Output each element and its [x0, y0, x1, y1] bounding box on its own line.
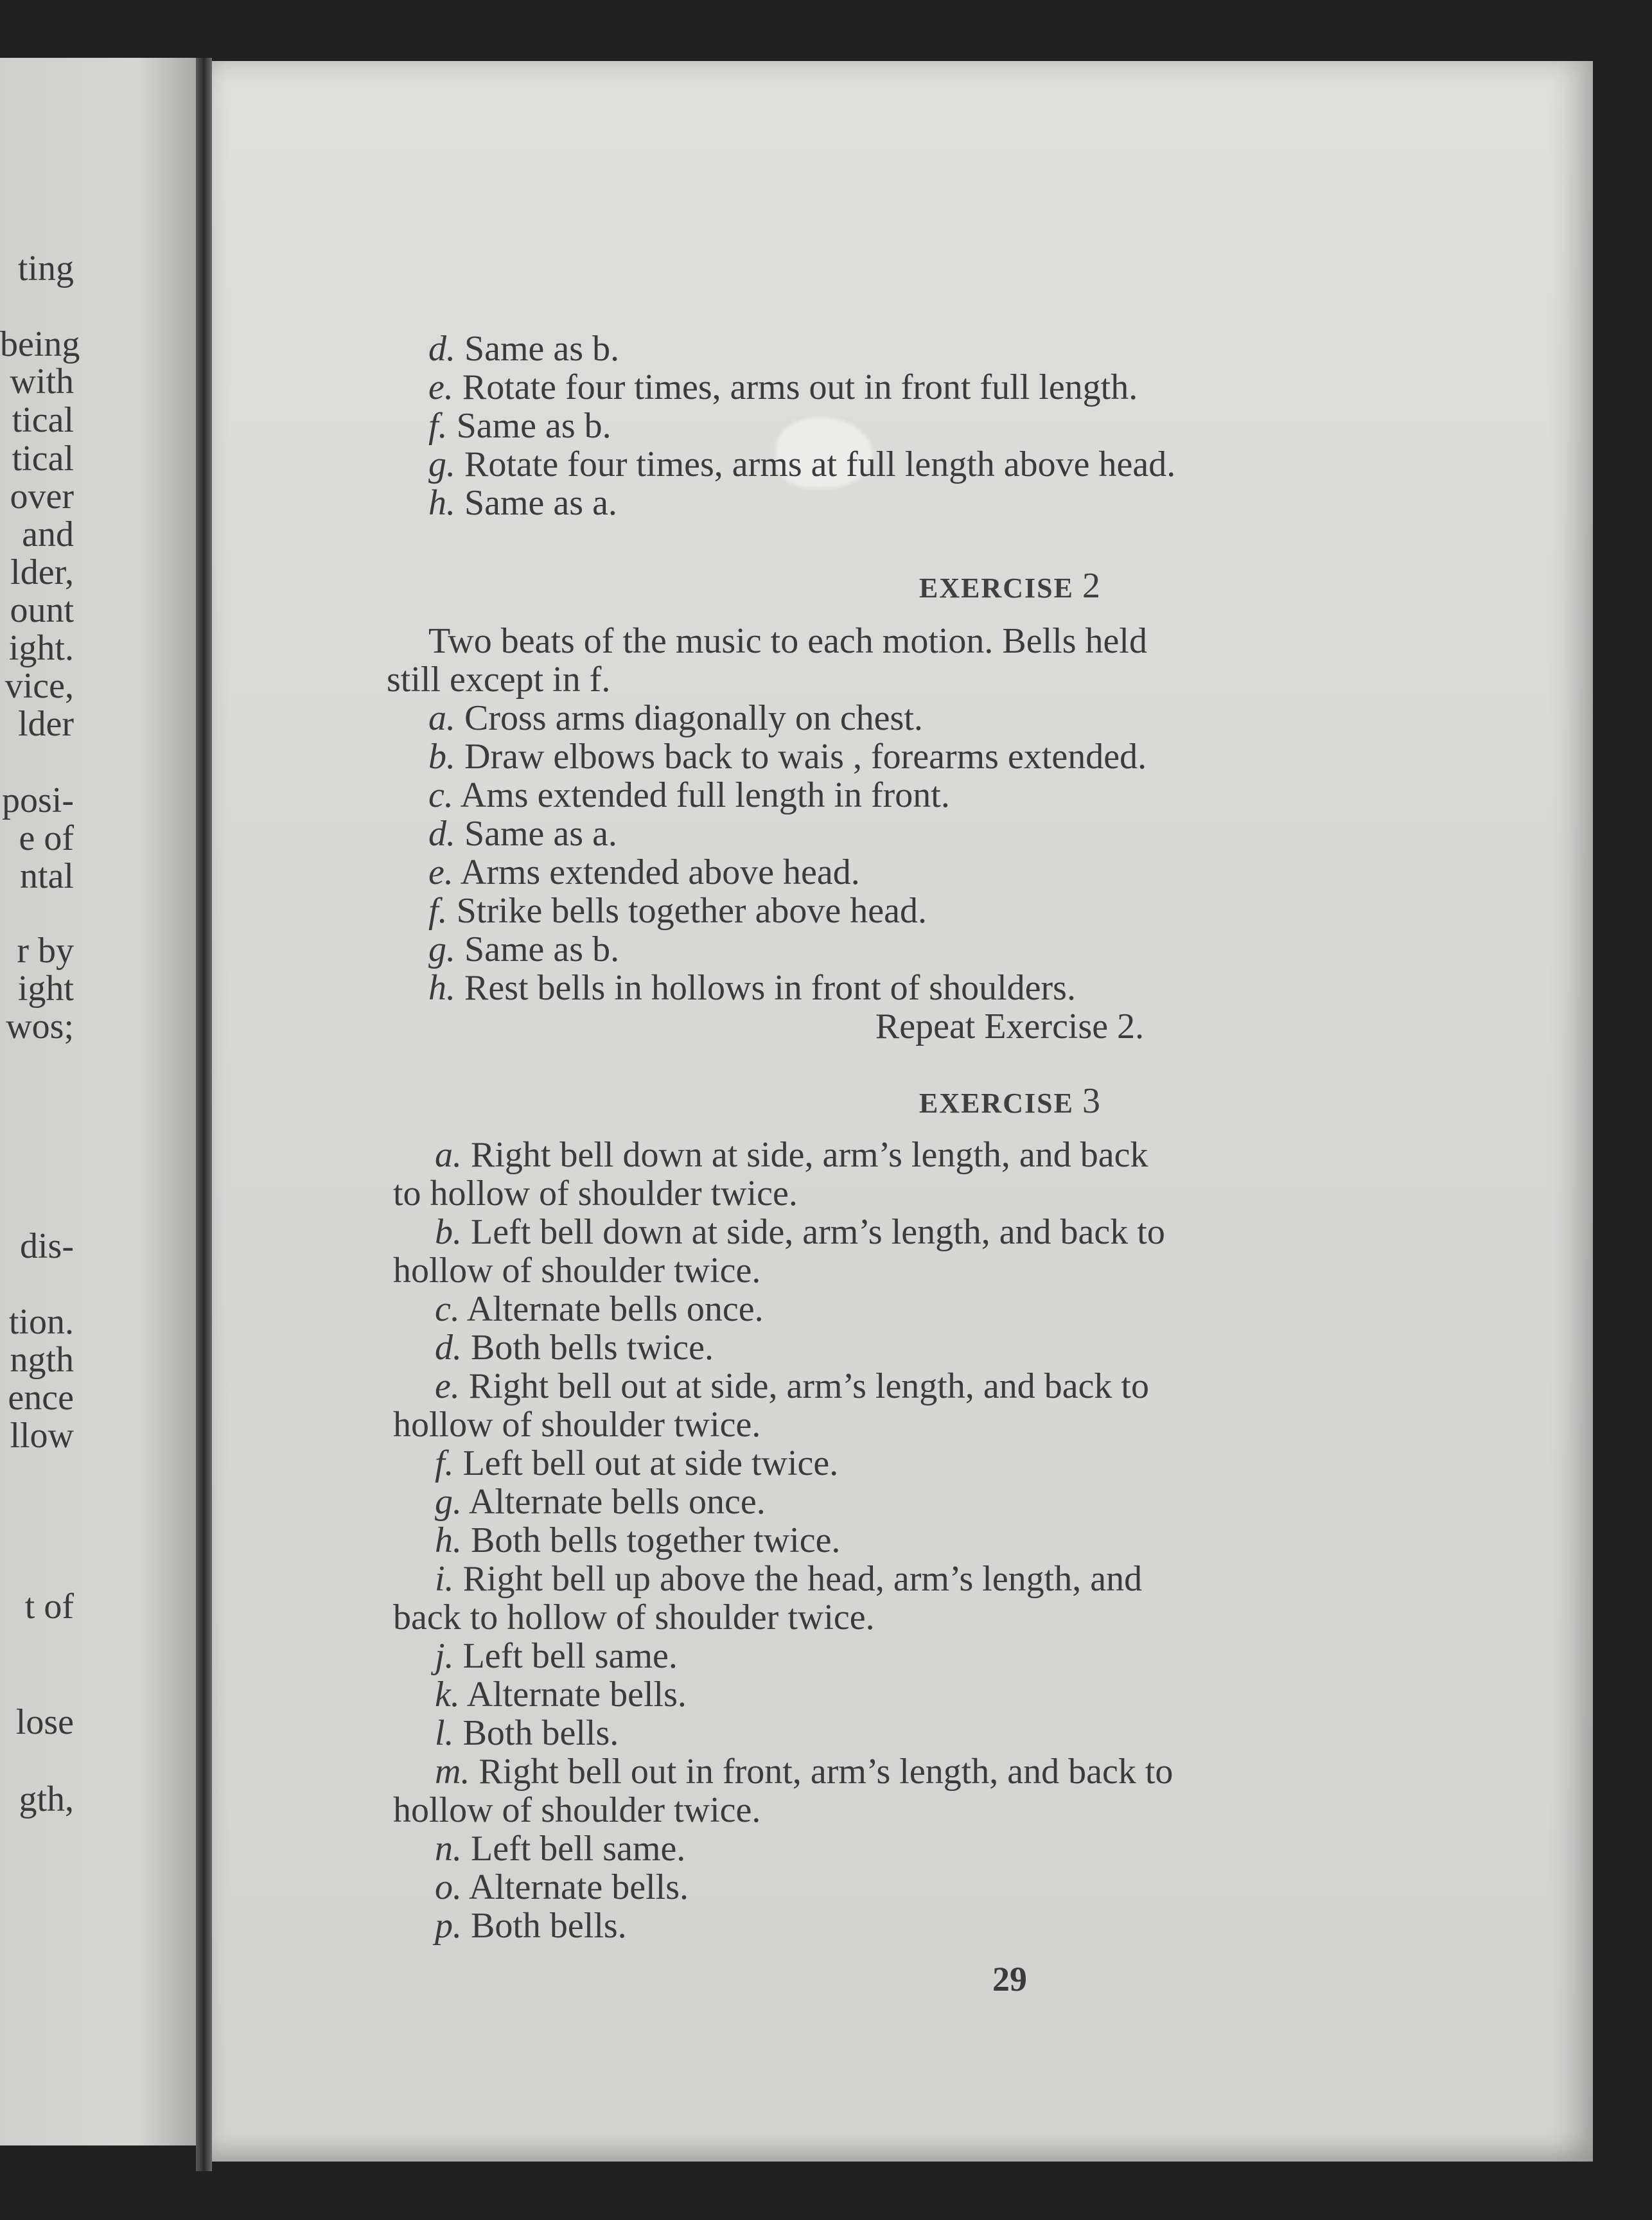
list-item-cont: hollow of shoulder twice.	[393, 1251, 761, 1291]
list-item: e. Rotate four times, arms out in front full length.	[428, 367, 1138, 407]
list-item: c. Ams extended full length in front.	[428, 775, 950, 815]
left-fragment: dis-	[20, 1226, 74, 1266]
list-item: d. Same as b.	[428, 329, 620, 369]
exercise-2-heading: EXERCISE 2	[919, 566, 1100, 606]
left-fragment: ount	[10, 590, 74, 630]
list-item: n. Left bell same.	[435, 1829, 686, 1869]
list-item: m. Right bell out in front, arm’s length, and back to	[435, 1752, 1173, 1792]
left-fragment: over	[10, 477, 74, 516]
left-fragment: gth,	[19, 1779, 74, 1819]
list-item: g. Alternate bells once.	[435, 1482, 766, 1522]
list-item: b. Draw elbows back to wais , forearms extended.	[428, 737, 1147, 777]
list-item-cont: hollow of shoulder twice.	[393, 1405, 761, 1445]
left-fragment: posi-	[2, 780, 74, 820]
list-item: j. Left bell same.	[435, 1636, 678, 1676]
list-item: i. Right bell up above the head, arm’s length, and	[435, 1559, 1143, 1599]
left-fragment: llow	[10, 1416, 74, 1456]
left-fragment: ntal	[20, 856, 74, 896]
book-page	[212, 61, 1593, 2162]
left-fragment: t of	[24, 1587, 74, 1626]
list-item: d. Same as a.	[428, 814, 617, 854]
left-fragment: tical	[12, 439, 74, 479]
list-item-cont: hollow of shoulder twice.	[393, 1790, 761, 1830]
left-fragment: r by	[17, 931, 74, 971]
book-gutter	[196, 58, 212, 2171]
page-number: 29	[992, 1960, 1027, 1998]
list-item: c. Alternate bells once.	[435, 1289, 764, 1329]
left-fragment: tical	[12, 400, 74, 440]
left-fragment: ngth	[10, 1340, 74, 1380]
exercise-2-intro: Two beats of the music to each motion. Bells held	[428, 621, 1147, 661]
list-item: e. Right bell out at side, arm’s length, and back to	[435, 1366, 1149, 1406]
list-item: h. Rest bells in hollows in front of shoulders.	[428, 968, 1076, 1008]
left-fragment: ight.	[8, 628, 74, 668]
list-item: g. Same as b.	[428, 929, 620, 969]
list-item: o. Alternate bells.	[435, 1867, 689, 1907]
left-fragment: wos;	[6, 1007, 74, 1046]
exercise-3-heading: EXERCISE 3	[919, 1081, 1100, 1121]
left-page-edge	[0, 58, 196, 2145]
left-fragment: tion.	[8, 1302, 74, 1342]
repeat-note: Repeat Exercise 2.	[875, 1007, 1145, 1046]
left-fragment: being	[0, 324, 80, 364]
list-item: k. Alternate bells.	[435, 1675, 687, 1714]
left-fragment: ight	[17, 969, 74, 1009]
left-fragment: ence	[8, 1378, 74, 1418]
list-item: f. Strike bells together above head.	[428, 891, 927, 931]
left-fragment: lder,	[10, 552, 74, 592]
list-item: g. Rotate four times, arms at full length above head.	[428, 445, 1176, 484]
list-item: a. Cross arms diagonally on chest.	[428, 698, 923, 738]
left-fragment: lder	[17, 704, 74, 744]
list-item: f. Same as b.	[428, 406, 611, 446]
left-fragment: ting	[17, 249, 74, 288]
list-item-cont: back to hollow of shoulder twice.	[393, 1598, 875, 1637]
left-fragment: lose	[15, 1702, 74, 1742]
list-item: b. Left bell down at side, arm’s length, and back to	[435, 1212, 1165, 1252]
list-item: f. Left bell out at side twice.	[435, 1443, 839, 1483]
left-fragment: with	[10, 362, 74, 401]
list-item: d. Both bells twice.	[435, 1328, 714, 1368]
list-item: p. Both bells.	[435, 1906, 627, 1946]
list-item: l. Both bells.	[435, 1713, 619, 1753]
list-item: e. Arms extended above head.	[428, 852, 860, 892]
left-fragment: e of	[19, 818, 74, 858]
exercise-2-intro-cont: still except in f.	[387, 660, 611, 700]
list-item-cont: to hollow of shoulder twice.	[393, 1174, 798, 1213]
list-item: a. Right bell down at side, arm’s length, and back	[435, 1135, 1148, 1175]
list-item: h. Both bells together twice.	[435, 1520, 841, 1560]
list-item: h. Same as a.	[428, 483, 617, 523]
left-fragment: and	[22, 515, 74, 554]
left-fragment: vice,	[4, 666, 74, 706]
